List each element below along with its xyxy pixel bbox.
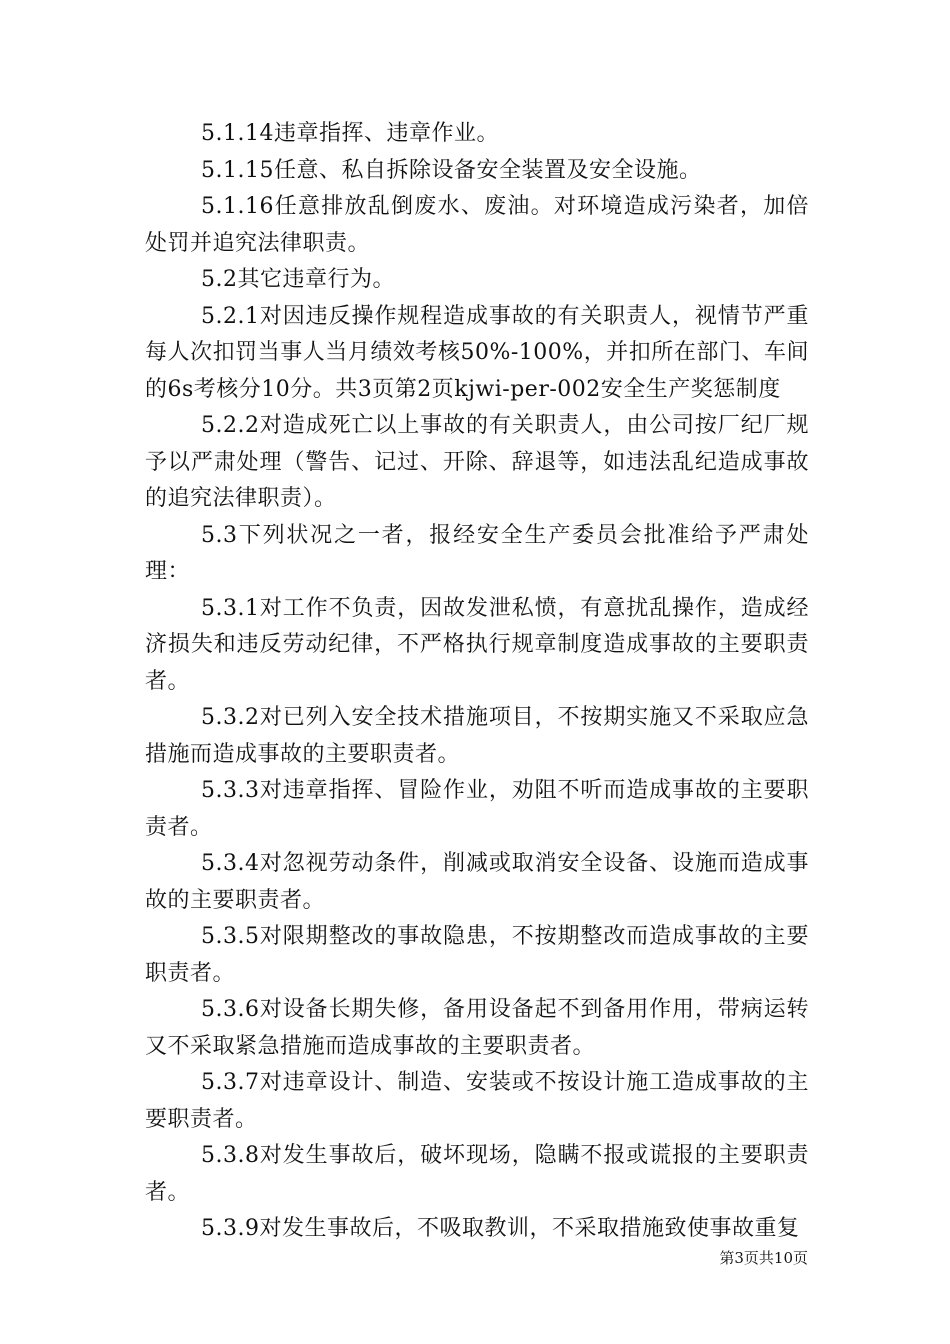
paragraph-5-2-2: 5.2.2对造成死亡以上事故的有关职责人，由公司按厂纪厂规予以严肃处理（警告、记过、开除、辞退等，如违法乱纪造成事故的追究法律职责）。: [145, 413, 809, 511]
paragraph-5-3-6: 5.3.6对设备长期失修，备用设备起不到备用作用，带病运转又不采取紧急措施而造成事故的主要职责者。: [145, 997, 809, 1059]
paragraph-5-3-3: 5.3.3对违章指挥、冒险作业，劝阻不听而造成事故的主要职责者。: [145, 778, 809, 840]
paragraph-5-1-16: 5.1.16任意排放乱倒废水、废油。对环境造成污染者，加倍处罚并追究法律职责。: [145, 194, 809, 256]
paragraph-5-1-15: 5.1.15任意、私自拆除设备安全装置及安全设施。: [201, 157, 702, 183]
paragraph-5-3-7: 5.3.7对违章设计、制造、安装或不按设计施工造成事故的主要职责者。: [145, 1070, 809, 1132]
paragraph-5-3-9: 5.3.9对发生事故后，不吸取教训，不采取措施致使事故重复: [201, 1216, 800, 1241]
paragraph-5-1-14: 5.1.14违章指挥、违章作业。: [201, 121, 499, 146]
paragraph-5-3-8: 5.3.8对发生事故后，破坏现场，隐瞒不报或谎报的主要职责者。: [145, 1143, 809, 1205]
paragraph-5-3: 5.3下列状况之一者，报经安全生产委员会批准给予严肃处理：: [145, 522, 809, 584]
page-number: 第3页共10页: [719, 1249, 808, 1267]
paragraph-5-3-4: 5.3.4对忽视劳动条件，削减或取消安全设备、设施而造成事故的主要职责者。: [145, 851, 809, 913]
paragraph-5-3-2: 5.3.2对已列入安全技术措施项目，不按期实施又不采取应急措施而造成事故的主要职责者。: [145, 705, 809, 767]
paragraph-5-2-1: 5.2.1对因违反操作规程造成事故的有关职责人，视情节严重每人次扣罚当事人当月绩效考核50%-100%，并扣所在部门、车间的6s考核分10分。共3页第2页kjwi-per-002安全生产奖惩制度: [145, 303, 809, 402]
document-body: [145, 116, 809, 1248]
paragraph-5-2: 5.2其它违章行为。: [201, 267, 395, 292]
paragraph-5-3-1: 5.3.1对工作不负责，因故发泄私愤，有意扰乱操作，造成经济损失和违反劳动纪律，不严格执行规章制度造成事故的主要职责者。: [145, 595, 809, 694]
page-footer: [0, 1247, 950, 1268]
paragraph-5-3-5: 5.3.5对限期整改的事故隐患，不按期整改而造成事故的主要职责者。: [145, 924, 809, 986]
